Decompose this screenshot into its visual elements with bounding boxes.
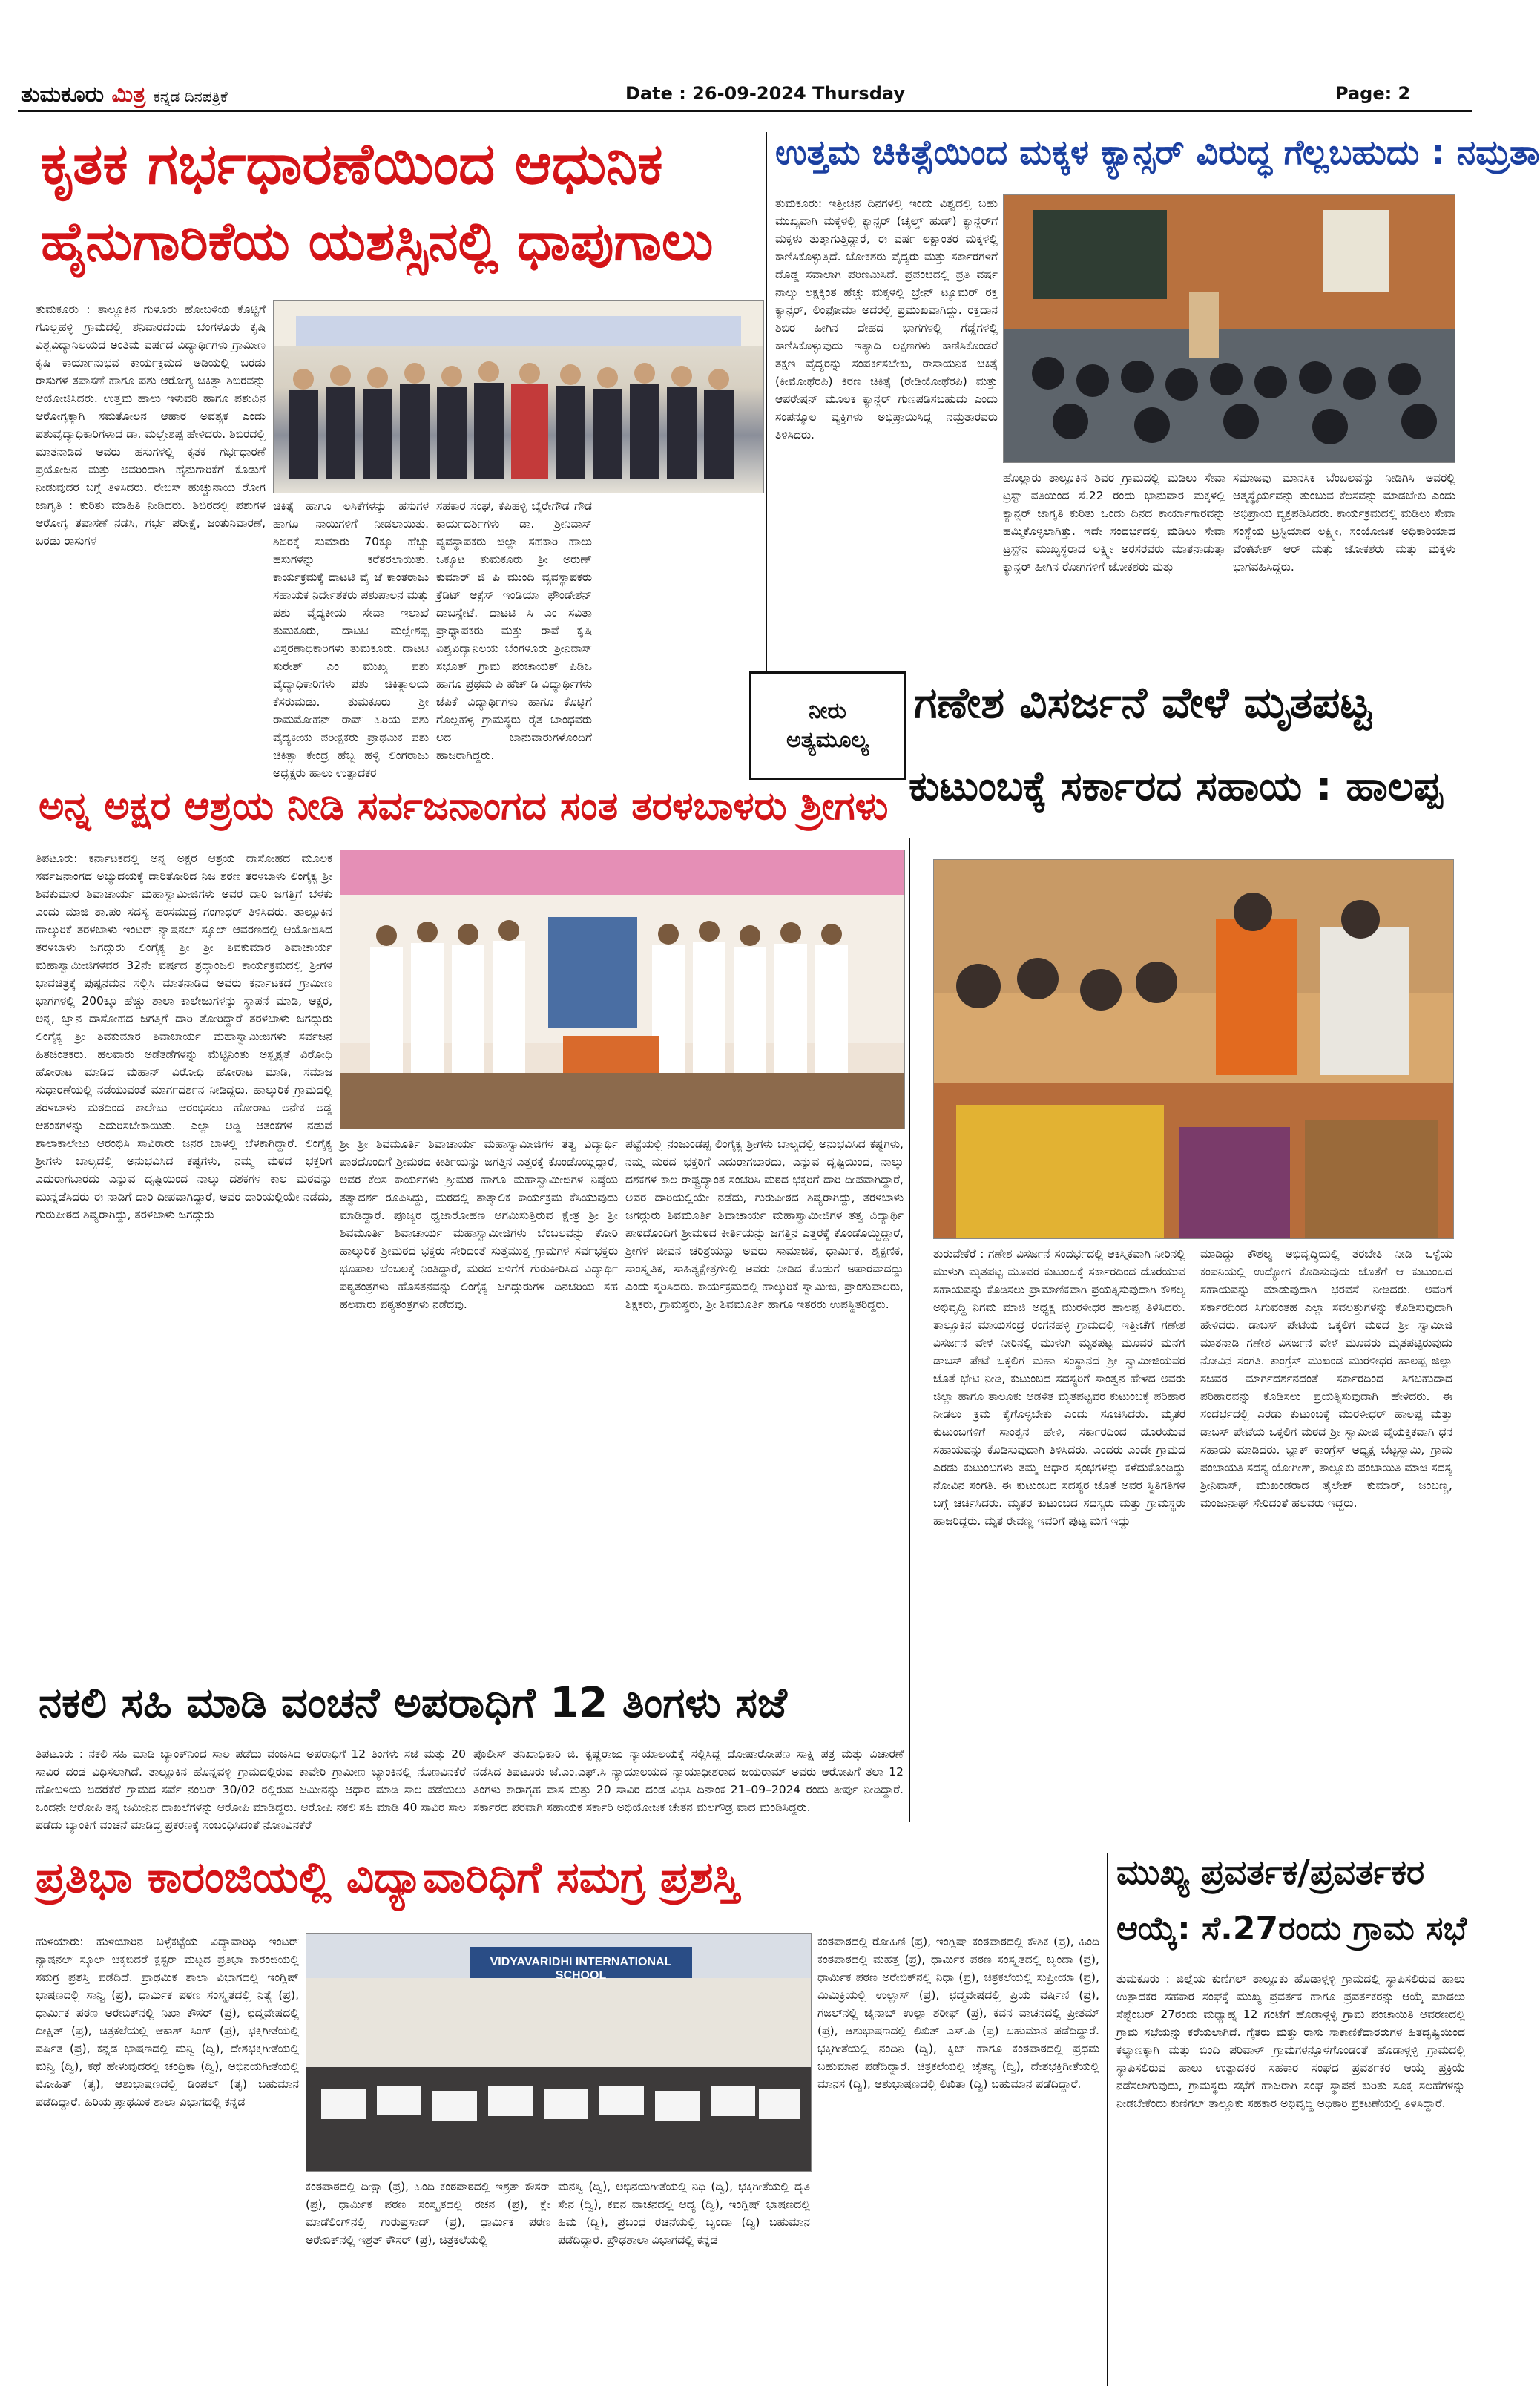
a1-headline-line1: ಕೃತಕ ಗರ್ಭಧಾರಣೆಯಿಂದ ಆಧುನಿಕ — [41, 131, 663, 197]
a3-headline: ಅನ್ನ ಅಕ್ಷರ ಆಶ್ರಯ ನೀಡಿ ಸರ್ವಜನಾಂಗದ ಸಂತ ತರಳಬಾಳರು ಶ್ರೀಗಳು — [39, 784, 889, 829]
a6-column-2: ಕಂಠಪಾಠದಲ್ಲಿ ರೋಹಿಣಿ (ಪ್ರ), ಇಂಗ್ಲಿಷ್ ಕಂಠಪಾಠದಲ್ಲಿ ಕೌಶಿಕ (ಪ್ರ), ಹಿಂದಿ ಕಂಠಪಾಠದಲ್ಲಿ ಮಹತ್ತ (ಪ್ರ), ಧಾರ್ಮಿಕ ಪಠಣ ಸಂಸ್ಕೃತದಲ್ಲಿ ಬೃಂದಾ (ಪ್ರ), ಧಾರ್ಮಿಕ ಪಠಣ ಅರೇಬಿಕ್‌ನಲ್ಲಿ ನಿಧಾ (ಪ್ರ), ಚಿತ್ರಕಲೆಯಲ್ಲಿ ಸುಪ್ರೀಯಾ (ಪ್ರ), ಮಿಮಿಕ್ರಿಯಲ್ಲಿ ಉಲ್ಲಾಸ್ (ಪ್ರ), ಛದ್ಮವೇಷದಲ್ಲಿ ಪ್ರಿಯ ವರ್ಷಿಣಿ (ಪ್ರ), ಗಜಲ್‌ನಲ್ಲಿ ಜೈನಾಬ್ ಉಲ್ಲಾ ಶರೀಫ್ (ಪ್ರ), ಕವನ ವಾಚನದಲ್ಲಿ ಪ್ರೀತಮ್ (ಪ್ರ), ಆಶುಭಾಷಣದಲ್ಲಿ ಲಿಖಿತ್ ಎಸ್.ಪಿ (ಪ್ರ) ಬಹುಮಾನ ಪಡೆದಿದ್ದಾರೆ. ಭಕ್ತಿಗೀತೆಯಲ್ಲಿ ನಂದಿನಿ (ದ್ವಿ), ಕ್ವಿಜ್ ಹಾಗೂ ಕಂಠಪಾಠದಲ್ಲಿ ಪ್ರಥಮ ಬಹುಮಾನ ಪಡೆದಿದ್ದಾರೆ. ಚಿತ್ರಕಲೆಯಲ್ಲಿ ಚೈತನ್ಯ (ದ್ವಿ), ದೇಶಭಕ್ತಿಗೀತೆಯಲ್ಲಿ ಮಾನಸ (ದ್ವಿ), ಆಶುಭಾಷಣದಲ್ಲಿ ಲಿಖಿತಾ (ದ್ವಿ) ಬಹುಮಾನ ಪಡೆದಿದ್ದಾರೆ. — [817, 1935, 1099, 2092]
a7-headline-line2: ಆಯ್ಕೆ: ಸೆ.27ರಂದು ಗ್ರಾಮ ಸಭೆ — [1116, 1910, 1467, 1948]
masthead-rule — [18, 110, 1472, 112]
a4-photo-visit-figure — [934, 860, 1453, 1238]
masthead-date: Date : 26-09-2024 Thursday — [625, 83, 905, 104]
a3-column-2: ಶ್ರೀ ಶ್ರೀ ಶಿವಮೂರ್ತಿ ಶಿವಾಚಾರ್ಯ ಮಹಾಸ್ವಾಮೀಜಿಗಳ ತತ್ವ ವಿದ್ಯಾರ್ಥಿ ಪಾಠದೊಂದಿಗೆ ಶ್ರೀಮಠದ ಕೀರ್ತಿಯನ್ನು ಜಗತ್ತಿನ ಎತ್ತರಕ್ಕೆ ಕೊಂಡೊಯ್ದಿದ್ದಾರೆ, ಅವರ ಕೆಲಸ ಕಾರ್ಯಗಳು ಶ್ರೀಮಠ ಹಾಗೂ ಮಹಾಸ್ವಾಮೀಜಿಗಳ ನಿಷ್ಠೆಯ ತತ್ವಾದರ್ಶ ರೂಪಿಸಿದ್ದು, ಮಠದಲ್ಲಿ ತಾತ್ಕಾಲಿಕ ಕಾರ್ಯಕ್ರಮ ಕೆಸಿಯುವುದು ಮಾಡಿದ್ದಾರೆ. ಪೂಜ್ಯರ ಧ್ವಜಾರೋಹಣ ಆಗಮಿಸುತ್ತಿರುವ ಕ್ಷೇತ್ರ ಶ್ರೀ ಶ್ರೀ ಶಿವಮೂರ್ತಿ ಶಿವಾಚಾರ್ಯ ಮಹಾಸ್ವಾಮೀಜಿಗಳು ಬೆಂಬಲವನ್ನು ಕೋರಿ ಹಾಲ್ಕುರಿಕೆ ಶ್ರೀಮಠದ ಭಕ್ತರು ಸೇರಿದಂತೆ ಸುತ್ತಮುತ್ತ ಗ್ರಾಮಗಳ ಸರ್ವಭಕ್ತರು ಭೂಪಾಲ ಬೆಂಬಲಕ್ಕೆ ನಿಂತಿದ್ದಾರೆ, ಮಠದ ಏಳಿಗೆಗೆ ಗುರುಕೀರಿಸಿದ ವಿದ್ಯಾರ್ಥಿ ಪಠ್ಯತಂತ್ರಗಳು ಹೊಸತನವನ್ನು ಲಿಂಗೈಕ್ಯ ಜಗದ್ಗುರುಗಳ ದಿನಚರಿಯ ಸಹ ಹಲವಾರು ಪಠ್ಯತಂತ್ರಗಳು ನಡೆದವು. — [340, 1137, 618, 1312]
a1-photo-group — [273, 300, 764, 493]
column-divider-middle — [909, 838, 910, 1822]
a3-column-1: ತಿಪಟೂರು: ಕರ್ನಾಟಕದಲ್ಲಿ ಅನ್ನ ಅಕ್ಷರ ಆಶ್ರಯ ದಾಸೋಹದ ಮೂಲಕ ಸರ್ವಜನಾಂಗದ ಅಭ್ಯುದಯಕ್ಕೆ ದಾರಿತೋರಿದ ನಿಜ ಶರಣ ತರಳಬಾಳು ಲಿಂಗೈಕ್ಯ ಶ್ರೀ ಶಿವಕುಮಾರ ಶಿವಾಚಾರ್ಯ ಮಹಾಸ್ವಾಮೀಜಿಗಳು ಅವರ ದಾರಿ ಜಗತ್ತಿಗೆ ಬೆಳಕು ಎಂದು ಮಾಜಿ ತಾ.ಪಂ ಸದಸ್ಯ ಹಂಸಮುದ್ರ ಗಂಗಾಧರ್ ತಿಳಿಸಿದರು. ತಾಲ್ಲೂಕಿನ ಹಾಲ್ಕುರಿಕೆ ತರಳಬಾಳು ಇಂಟರ್ ನ್ಯಾಷನಲ್ ಸ್ಕೂಲ್ ಆವರಣದಲ್ಲಿ ಆಯೋಜಿಸಿದ ತರಳಬಾಳು ಜಗದ್ಗುರು ಲಿಂಗೈಕ್ಯ ಶ್ರೀ ಶ್ರೀ ಶಿವಕುಮಾರ ಶಿವಾಚಾರ್ಯ ಮಹಾಸ್ವಾಮೀಜಿಗಳವರ 32ನೇ ವರ್ಷದ ಶ್ರದ್ಧಾಂಜಲಿ ಕಾರ್ಯಕ್ರಮದಲ್ಲಿ ಶ್ರೀಗಳ ಭಾವಚಿತ್ರಕ್ಕೆ ಪುಷ್ಪನಮನ ಸಲ್ಲಿಸಿ ಮಾತನಾಡಿದ ಅವರು ಕರ್ನಾಟಕದ ಗ್ರಾಮೀಣ ಭಾಗಗಳಲ್ಲಿ 200ಕ್ಕೂ ಹೆಚ್ಚು ಶಾಲಾ ಕಾಲೇಜುಗಳನ್ನು ಸ್ಥಾಪನೆ ಮಾಡಿ, ಅಕ್ಷರ, ಅನ್ನ, ಜ್ಞಾನ ದಾಸೋಹದ ಜಗತ್ತಿಗೆ ದಾರಿ ತೋರಿದ್ದಾರೆ ತರಳಬಾಳು ಜಗದ್ಗುರು ಲಿಂಗೈಕ್ಯ ಶ್ರೀ ಶಿವಕುಮಾರ ಶಿವಾಚಾರ್ಯ ಮಹಾಸ್ವಾಮೀಜಿಗಳು ಸರ್ವಜನ ಹಿತಚಿಂತಕರು. ಹಲವಾರು ಅಡೆತಡೆಗಳನ್ನು ಮೆಟ್ಟಿನಿಂತು ಅಸ್ಪೃಶ್ಯತೆ ವಿರೋಧಿ ಹೋರಾಟ ಮಾಡಿದ ಮಹಾನ್ ವಿರೋಧಿ ಹೋರಾಟ ಮಾಡಿ, ಸಮಾಜ ಸುಧಾರಣೆಯಲ್ಲಿ ನಡೆಯುವಂತೆ ಮಾರ್ಗದರ್ಶನ ನೀಡಿದ್ದರು. ಹಾಲ್ಕುರಿಕೆ ಗ್ರಾಮದಲ್ಲಿ ತರಳಬಾಳು ಮಠದಿಂದ ಕಾಲೇಜು ಆರಂಭಿಸಲು ಹೋರಾಟ ಅನೇಕ ಅಡ್ಡ ಆತಂಕಗಳನ್ನು ಎದುರಿಸಬೇಕಾಯಿತು. ಎಲ್ಲಾ ಅಡ್ಡಿ ಆತಂಕಗಳ ನಡುವೆ ಶಾಲಾಕಾಲೇಜು ಆರಂಭಿಸಿ ಸಾವಿರಾರು ಜನರ ಬಾಳಲ್ಲಿ ಬೆಳಕಾಗಿದ್ದಾರೆ. ಲಿಂಗೈಕ್ಯ ಶ್ರೀಗಳು ಬಾಲ್ಯದಲ್ಲಿ ಅನುಭವಿಸಿದ ಕಷ್ಟಗಳು, ನಮ್ಮ ಮಠದ ಭಕ್ತರಿಗೆ ಎದುರಾಗಬಾರದು ಎನ್ನುವ ದೃಷ್ಟಿಯಿಂದ ನಾಲ್ಕು ದಶಕಗಳ ಕಾಲ ಮಠವನ್ನು ಮುನ್ನಡೆಸಿದರು ಈ ನಾಡಿಗೆ ದಾರಿ ದೀಪವಾಗಿದ್ದಾರೆ, ಅವರ ದಾರಿಯಲ್ಲಿಯೇ ನಡೆದು, ಗುರುಪೀಠದ ಶಿಷ್ಯರಾಗಿದ್ದು, ತರಳಬಾಳು ಜಗದ್ಗುರು — [36, 852, 332, 1222]
masthead-tagline: ಕನ್ನಡ ದಿನಪತ್ರಿಕೆ — [153, 88, 228, 105]
a2-column-3: ಸಮಾಜವು ಮಾನಸಿಕ ಬೆಂಬಲವನ್ನು ನೀಡಿಗಿಸಿ ಅವರಲ್ಲಿ ಆತ್ಮಸ್ಥೈರ್ಯವನ್ನು ತುಂಬುವ ಕೆಲಸವನ್ನು ಮಾಡಬೇಕು ಎಂದು ಅಭಿಪ್ರಾಯ ವ್ಯಕ್ತಪಡಿಸಿದರು. ಕಾರ್ಯಕ್ರಮದಲ್ಲಿ ಮಡಿಲು ಸೇವಾ ಸಂಸ್ಥೆಯ ಟ್ರಸ್ಟಿಯಾದ ಲಕ್ಷ್ಮೀ, ಸಂಯೋಜಕ ಅಧಿಕಾರಿಯಾದ ವೆಂಕಟೇಶ್ ಆರ್ ಮತ್ತು ಜೋಕಶರು ಮತ್ತು ಮಕ್ಕಳು ಭಾಗವಹಿಸಿದ್ದರು. — [1233, 471, 1455, 574]
column-divider-top — [766, 132, 767, 759]
a2-headline: ಉತ್ತಮ ಚಿಕಿತ್ಸೆಯಿಂದ ಮಕ್ಕಳ ಕ್ಯಾನ್ಸರ್ ವಿರುದ್ಧ ಗೆಲ್ಲಬಹುದು : ನಮ್ರತಾ — [775, 132, 1540, 172]
a3-column-3: ಪಟ್ಟೆಯಲ್ಲಿ ನಂಜುಂಡಪ್ಪ ಲಿಂಗೈಕ್ಯ ಶ್ರೀಗಳು ಬಾಲ್ಯದಲ್ಲಿ ಅನುಭವಿಸಿದ ಕಷ್ಟಗಳು, ನಮ್ಮ ಮಠದ ಭಕ್ತರಿಗೆ ಎದುರಾಗಬಾರದು, ಎನ್ನುವ ದೃಷ್ಟಿಯಿಂದ, ನಾಲ್ಕು ದಶಕಗಳ ಕಾಲ ರಾಷ್ಟ್ರದ್ಯಾಂತ ಸಂಚರಿಸಿ ಮಠದ ಭಕ್ತರಿಗೆ ದಾರಿ ದೀಪವಾಗಿದ್ದಾರೆ, ಅವರ ದಾರಿಯಲ್ಲಿಯೇ ನಡೆದು, ಗುರುಪೀಠದ ಶಿಷ್ಯರಾಗಿದ್ದು, ತರಳಬಾಳು ಜಗದ್ಗುರು ಶಿವಮೂರ್ತಿ ಶಿವಾಚಾರ್ಯ ಮಹಾಸ್ವಾಮೀಜಿಗಳ ತತ್ವ ವಿದ್ಯಾರ್ಥಿ ಪಾಠದೊಂದಿಗೆ ಶ್ರೀಮಠದ ಕೀರ್ತಿಯನ್ನು ಜಗತ್ತಿನ ಎತ್ತರಕ್ಕೆ ಕೊಂಡೊಯ್ದಿದ್ದಾರೆ, ಶ್ರೀಗಳ ಜೀವನ ಚರಿತ್ರೆಯನ್ನು ಅವರು ಸಾಮಾಜಿಕ, ಧಾರ್ಮಿಕ, ಶೈಕ್ಷಣಿಕ, ಸಾಂಸ್ಕೃತಿಕ, ಸಾಹಿತ್ಯಕ್ಷೇತ್ರಗಳಲ್ಲಿ ಅವರು ನೀಡಿದ ಕೊಡುಗೆ ಅಪಾರವಾದದ್ದು ಎಂದು ಸ್ಮರಿಸಿದರು. ಕಾರ್ಯಕ್ರಮದಲ್ಲಿ ಹಾಲ್ಕುರಿಕೆ ಸ್ವಾಮೀಜಿ, ಪ್ರಾಂಶುಪಾಲರು, ಶಿಕ್ಷಕರು, ಗ್ರಾಮಸ್ಥರು, ಶ್ರೀ ಶಿವಮೂರ್ತಿ ಹಾಗೂ ಇತರರು ಉಪಸ್ಥಿತರಿದ್ದರು. — [625, 1137, 904, 1312]
neeru-amulya-box — [749, 671, 906, 780]
masthead-brand-left: ತುಮಕೂರು — [21, 82, 105, 108]
a6-column-1: ಹುಳಿಯಾರು: ಹುಳಿಯಾರಿನ ಬಳ್ಳೆಕಟ್ಟೆಯ ವಿದ್ಯಾವಾರಿಧಿ ಇಂಟರ್ ನ್ಯಾಷನಲ್ ಸ್ಕೂಲ್ ಚಿಕ್ಕಬಿದರೆ ಕ್ಲಸ್ಟರ್ ಮಟ್ಟದ ಪ್ರತಿಭಾ ಕಾರಂಜಿಯಲ್ಲಿ ಸಮಗ್ರ ಪ್ರಶಸ್ತಿ ಪಡೆದಿದೆ. ಪ್ರಾಥಮಿಕ ಶಾಲಾ ವಿಭಾಗದಲ್ಲಿ ಇಂಗ್ಲಿಷ್ ಭಾಷಣದಲ್ಲಿ ಸಾನ್ವಿ (ಪ್ರ), ಧಾರ್ಮಿಕ ಪಠಣ ಸಂಸ್ಕೃತದಲ್ಲಿ ನಿತ್ಯೆ (ಪ್ರ), ಧಾರ್ಮಿಕ ಪಠಣ ಅರೇಬಿಕ್‌ನಲ್ಲಿ ನಿಖಾ ಕೌಸರ್ (ಪ್ರ), ಛದ್ಮವೇಷದಲ್ಲಿ ದೀಕ್ಷಿತ್ (ಪ್ರ), ಚಿತ್ರಕಲೆಯಲ್ಲಿ ಆಕಾಶ್ ಸಿಂಗ್ (ಪ್ರ), ಭಕ್ತಿಗೀತೆಯಲ್ಲಿ ವರ್ಷಿತ (ಪ್ರ), ಕನ್ನಡ ಭಾಷಣದಲ್ಲಿ ಮನ್ವಿ (ದ್ವಿ), ದೇಶಭಕ್ತಿಗೀತೆಯಲ್ಲಿ ಮನ್ವಿ (ದ್ವಿ), ಕಥೆ ಹೇಳುವುದರಲ್ಲಿ ಚಂದ್ರಿಕಾ (ದ್ವಿ), ಅಭಿನಯಗೀತೆಯಲ್ಲಿ ಮೋಹಿತ್ (ತೃ), ಆಶುಭಾಷಣದಲ್ಲಿ ಡಿಂಪಲ್ (ತೃ) ಬಹುಮಾನ ಪಡೆದಿದ್ದಾರೆ. ಹಿರಿಯ ಪ್ರಾಥಮಿಕ ಶಾಲಾ ವಿಭಾಗದಲ್ಲಿ ಕನ್ನಡ — [36, 1935, 299, 2109]
a5-headline: ನಕಲಿ ಸಹಿ ಮಾಡಿ ವಂಚನೆ ಅಪರಾಧಿಗೆ 12 ತಿಂಗಳು ಸಜೆ — [39, 1679, 787, 1727]
masthead-page-number: Page: 2 — [1335, 83, 1411, 104]
a4-headline-line2: ಕುಟುಂಬಕ್ಕೆ ಸರ್ಕಾರದ ಸಹಾಯ : ಹಾಲಪ್ಪ — [909, 763, 1443, 809]
a4-photo-visit — [933, 859, 1454, 1239]
a6-column-4: ಮನಸ್ವಿ (ದ್ವಿ), ಅಭಿನಯಗೀತೆಯಲ್ಲಿ ನಿಧಿ (ದ್ವಿ), ಭಕ್ತಿಗೀತೆಯಲ್ಲಿ ದೃತಿ ಸೇನ (ದ್ವಿ), ಕವನ ವಾಚನದಲ್ಲಿ ಆದ್ಯ (ದ್ವಿ), ಇಂಗ್ಲಿಷ್ ಭಾಷಣದಲ್ಲಿ ಹಿಮ (ದ್ವಿ), ಪ್ರಬಂಧ ರಚನೆಯಲ್ಲಿ ಬೃಂದಾ (ದ್ವಿ) ಬಹುಮಾನ ಪಡೆದಿದ್ದಾರೆ. ಪ್ರೌಢಶಾಲಾ ವಿಭಾಗದಲ್ಲಿ ಕನ್ನಡ — [558, 2180, 810, 2247]
a6-headline: ಪ್ರತಿಭಾ ಕಾರಂಜಿಯಲ್ಲಿ ವಿದ್ಯಾವಾರಿಧಿಗೆ ಸಮಗ್ರ ಪ್ರಶಸ್ತಿ — [36, 1852, 740, 1902]
a1-column-3: ಸಹಕಾರ ಸಂಘ, ಕೆಪಿಹಳ್ಳಿ ಬೈರೇಗೌಡ ಗೌಡ ಕಾರ್ಯದರ್ಶಿಗಳು ಡಾ. ಶ್ರೀನಿವಾಸ್ ವ್ಯವಸ್ಥಾಪಕರು ಜಿಲ್ಲಾ ಸಹಕಾರಿ ಹಾಲು ಒಕ್ಕೂಟ ತುಮಕೂರು ಶ್ರೀ ಅರುಣ್ ಕುಮಾರ್ ಜಿ ಪಿ ಮುಂದಿ ವ್ಯವಸ್ಥಾಪಕರು ಕ್ರೆಡಿಟ್ ಆಕ್ಸೆಸ್ ಇಂಡಿಯಾ ಫೌಂಡೇಶನ್ ದಾಬಸ್ಪೇಟೆ. ದಾಟಟಿ ಸಿ ಎಂ ಸವಿತಾ ಪ್ರಾಧ್ಯಾಪಕರು ಮತ್ತು ರಾವೆ ಕೃಷಿ ವಿಶ್ವವಿದ್ಯಾನಿಲಯ ಬೆಂಗಳೂರು ಶ್ರೀನಿವಾಸ್ ಸಭೂತ್ ಗ್ರಾಮ ಪಂಚಾಯತ್ ಪಿಡಿಒ ಹಾಗೂ ಪ್ರಥಮ ಪಿ ಹೆಚ್ ಡಿ ವಿದ್ಯಾರ್ಥಿಗಳು ಜೆಪಿಕೆ ವಿದ್ಯಾರ್ಥಿಗಳು ಹಾಗೂ ಕೊಟ್ಟಿಗೆ ಗೊಲ್ಲಹಳ್ಳಿ ಗ್ರಾಮಸ್ಥರು ರೈತ ಬಾಂಧವರು ಅದ ಜಾನುವಾರುಗಳೊಂದಿಗೆ ಹಾಜರಾಗಿದ್ದರು. — [436, 499, 592, 763]
a2-photo-classroom — [1003, 194, 1455, 463]
a6-photo-school — [306, 1933, 812, 2172]
masthead-brand — [21, 82, 228, 108]
masthead-brand-right: ಮಿತ್ರ — [111, 82, 146, 108]
neeru-box-line1: ನೀರು — [809, 698, 846, 724]
a3-photo-ceremony-figure — [340, 850, 904, 1129]
a6-column-3: ಕಂಠಪಾಠದಲ್ಲಿ ದೀಕ್ಷಾ (ಪ್ರ), ಹಿಂದಿ ಕಂಠಪಾಠದಲ್ಲಿ ಇಶ್ರತ್ ಕೌಸರ್ (ಪ್ರ), ಧಾರ್ಮಿಕ ಪಠಣ ಸಂಸ್ಕೃತದಲ್ಲಿ ರಚನ (ಪ್ರ), ಕ್ಲೇ ಮಾಡೆಲಿಂಗ್‌ನಲ್ಲಿ ಗುರುಪ್ರಸಾದ್ (ಪ್ರ), ಧಾರ್ಮಿಕ ಪಠಣ ಅರೇಬಿಕ್‌ನಲ್ಲಿ ಇಶ್ರತ್ ಕೌಸರ್ (ಪ್ರ), ಚಿತ್ರಕಲೆಯಲ್ಲಿ — [306, 2180, 550, 2247]
a5-column-2: ಪೊಲೀಸ್ ತನಿಖಾಧಿಕಾರಿ ಜಿ. ಕೃಷ್ಣರಾಜು ನ್ಯಾಯಾಲಯಕ್ಕೆ ಸಲ್ಲಿಸಿದ್ದ ದೋಷಾರೋಪಣ ಸಾಕ್ಷಿ ಪತ್ರ ಮತ್ತು ವಿಚಾರಣೆ ನಡೆಸಿದ ತಿಪಟೂರು ಜೆ.ಎಂ.ಎಫ್.ಸಿ ನ್ಯಾಯಾಲಯದ ನ್ಯಾಯಾಧೀಶರಾದ ಜಯರಾಮ್ ಅವರು ಆರೋಪಿಗೆ ತಲಾ 12 ತಿಂಗಳು ಕಾರಾಗೃಹ ವಾಸ ಮತ್ತು 20 ಸಾವಿರ ದಂಡ ವಿಧಿಸಿ ದಿನಾಂಕ 21–09–2024 ರಂದು ತೀರ್ಪು ನೀಡಿದ್ದಾರೆ. ಸರ್ಕಾರದ ಪರವಾಗಿ ಸಹಾಯಕ ಸರ್ಕಾರಿ ಅಭಿಯೋಜಕ ಚೇತನ ಮಲಗೌಡ್ರ ವಾದ ಮಂಡಿಸಿದ್ದರು. — [473, 1747, 904, 1815]
a3-photo-ceremony — [340, 850, 905, 1129]
a4-column-1: ತುರುವೇಕೆರೆ : ಗಣೇಶ ವಿಸರ್ಜನೆ ಸಂದರ್ಭದಲ್ಲಿ ಆಕಸ್ಮಿಕವಾಗಿ ನೀರಿನಲ್ಲಿ ಮುಳುಗಿ ಮೃತಪಟ್ಟ ಮೂವರ ಕುಟುಂಬಕ್ಕೆ ಸರ್ಕಾರದಿಂದ ದೊರೆಯುವ ಸಹಾಯವನ್ನು ಕೊಡಿಸಲು ಪ್ರಾಮಾಣಿಕವಾಗಿ ಪ್ರಯತ್ನಿಸುವುದಾಗಿ ಕೌಶಲ್ಯ ಅಭಿವೃದ್ಧಿ ನಿಗಮ ಮಾಜಿ ಅಧ್ಯಕ್ಷ ಮುರಳೀಧರ ಹಾಲಪ್ಪ ತಿಳಿಸಿದರು. ತಾಲ್ಲೂಕಿನ ಮಾಯಸಂದ್ರ ರಂಗನಹಳ್ಳಿ ಗ್ರಾಮದಲ್ಲಿ ಇತ್ತೀಚೆಗೆ ಗಣೇಶ ವಿಸರ್ಜನೆ ವೇಳೆ ನೀರಿನಲ್ಲಿ ಮುಳುಗಿ ಮೃತಪಟ್ಟ ಮೂವರ ಮನೆಗೆ ಡಾಬಸ್ ಪೇಟೆ ಒಕ್ಕಲಿಗ ಮಹಾ ಸಂಸ್ಥಾನದ ಶ್ರೀ ಸ್ವಾಮೀಜಿಯವರ ಜೊತೆ ಭೇಟಿ ನೀಡಿ, ಕುಟುಂಬದ ಸದಸ್ಯರಿಗೆ ಸಾಂತ್ವನ ಹೇಳಿದ ಅವರು ಜಿಲ್ಲಾ ಹಾಗೂ ತಾಲೂಕು ಆಡಳಿತ ಮೃತಪಟ್ಟವರ ಕುಟುಂಬಕ್ಕೆ ಪರಿಹಾರ ನೀಡಲು ಕ್ರಮ ಕೈಗೊಳ್ಳಬೇಕು ಎಂದು ಸೂಚಿಸಿದರು. ಮೃತರ ಕುಟುಂಬಗಳಿಗೆ ಸಾಂತ್ವನ ಹೇಳಿ, ಸರ್ಕಾರದಿಂದ ದೊರೆಯುವ ಸಹಾಯವನ್ನು ಕೊಡಿಸುವುದಾಗಿ ತಿಳಿಸಿದರು. ಎಂದರು ಎಂದೇ ಗ್ರಾಮದ ಎರಡು ಕುಟುಂಬಗಳು ತಮ್ಮ ಆಧಾರ ಸ್ತಂಭಗಳನ್ನು ಕಳೆದುಕೊಂಡಿದ್ದು ನೋವಿನ ಸಂಗತಿ. ಈ ಕುಟುಂಬದ ಸದಸ್ಯರ ಜೊತೆ ಅವರ ಸ್ಥಿತಿಗತಿಗಳ ಬಗ್ಗೆ ಚರ್ಚಿಸಿದರು. ಮೃತರ ಕುಟುಂಬದ ಸದಸ್ಯರು ಮತ್ತು ಗ್ರಾಮಸ್ಥರು ಹಾಜರಿದ್ದರು. ಮೃತ ರೇವಣ್ಣ ಇವರಿಗೆ ಪುಟ್ಟ ಮಗ ಇದ್ದು — [933, 1247, 1185, 1528]
a1-column-2: ಚಿಕಿತ್ಸೆ ಹಾಗೂ ಲಸಿಕೆಗಳನ್ನು ಹಸುಗಳ ಹಾಗೂ ನಾಯಿಗಳಿಗೆ ನೀಡಲಾಯಿತು. ಶಿಬಿರಕ್ಕೆ ಸುಮಾರು 70ಕ್ಕೂ ಹೆಚ್ಚು ಹಸುಗಳನ್ನು ಕರೆತರಲಾಯಿತು. ಕಾರ್ಯಕ್ರಮಕ್ಕೆ ದಾಟಟಿ ವೈ ಜೆ ಕಾಂತರಾಜು ಸಹಾಯಕ ನಿರ್ದೇಶಕರು ಪಶುಪಾಲನ ಮತ್ತು ಪಶು ವೈದ್ಯಕೀಯ ಸೇವಾ ಇಲಾಖೆ ತುಮಕೂರು, ದಾಟಟಿ ಮಲ್ಲೇಶಪ್ಪ ವಿಸ್ತರಣಾಧಿಕಾರಿಗಳು ತುಮಕೂರು. ದಾಟಟಿ ಸುರೇಶ್ ಎಂ ಮುಖ್ಯ ಪಶು ವೈದ್ಯಾಧಿಕಾರಿಗಳು ಪಶು ಚಿಕಿತ್ಸಾಲಯ ಕೆಸರುಮಡು. ತುಮಕೂರು ಶ್ರೀ ರಾಮಮೋಹನ್ ರಾವ್ ಹಿರಿಯ ಪಶು ವೈದ್ಯಕೀಯ ಪರೀಕ್ಷಕರು ಪ್ರಾಥಮಿಕ ಪಶು ಚಿಕಿತ್ಸಾ ಕೇಂದ್ರ ಹೆಬ್ಬ ಹಳ್ಳಿ ಲಿಂಗರಾಜು ಅಧ್ಯಕ್ಷರು ಹಾಲು ಉತ್ಪಾದಕರ — [273, 499, 429, 781]
a4-headline-line1: ಗಣೇಶ ವಿಸರ್ಜನೆ ವೇಳೆ ಮೃತಪಟ್ಟ — [914, 677, 1372, 728]
neeru-box-line2: ಅತ್ಯಮೂಲ್ಯ — [786, 727, 869, 753]
a2-column-1: ತುಮಕೂರು: ಇತ್ತೀಚಿನ ದಿನಗಳಲ್ಲಿ ಇಂದು ವಿಶ್ವದಲ್ಲಿ ಬಹು ಮುಖ್ಯವಾಗಿ ಮಕ್ಕಳಲ್ಲಿ ಕ್ಯಾನ್ಸರ್ (ಚೈಲ್ಡ್ ಹುಡ್) ಕ್ಯಾನ್ಸರ್‌ಗೆ ಮಕ್ಕಳು ತುತ್ತಾಗುತ್ತಿದ್ದಾರೆ, ಈ ವರ್ಷ ಲಕ್ಷಾಂತರ ಮಕ್ಕಳಲ್ಲಿ ಕಾಣಿಸಿಕೊಳ್ಳುತ್ತಿದೆ. ಜೋಕಶರು ವೈದ್ಯರು ಮತ್ತು ಸರ್ಕಾರಗಳಿಗೆ ದೊಡ್ಡ ಸವಾಲಾಗಿ ಪರಿಣಮಿಸಿದೆ. ಪ್ರಪಂಚದಲ್ಲಿ ಪ್ರತಿ ವರ್ಷ ನಾಲ್ಕು ಲಕ್ಷಕ್ಕಿಂತ ಹೆಚ್ಚು ಮಕ್ಕಳಲ್ಲಿ ಬ್ರೇನ್ ಟ್ಯೂಮರ್ ರಕ್ತ ಕ್ಯಾನ್ಸರ್, ಲಿಂಫೋಮಾ ಅದರಲ್ಲಿ ಪ್ರಮುಖವಾಗಿದ್ದು. ರಕ್ತದಾನ ಶಿಬಿರ ಹೀಗಿನ ದೇಹದ ಭಾಗಗಳಲ್ಲಿ ಗೆಡ್ಡೆಗಳಲ್ಲಿ ಕಾಣಿಸಿಕೊಳ್ಳುವುದು ಇತ್ಯಾದಿ ಲಕ್ಷಣಗಳು ಕಾಣಿಸಿಕೊಂಡರೆ ತಕ್ಷಣ ವೈದ್ಯರನ್ನು ಸಂಪರ್ಕಿಸಬೇಕು, ರಾಸಾಯನಿಕ ಚಿಕಿತ್ಸೆ (ಕೀಮೋಥೆರಪಿ) ಕಿರಣ ಚಿಕಿತ್ಸೆ (ರೇಡಿಯೋಥೆರಪಿ) ಮತ್ತು ಆಪರೇಷನ್ ಮೂಲಕ ಕ್ಯಾನ್ಸರ್ ಗುಣಪಡಿಸಬಹುದು ಎಂದು ಸಂಪನ್ಮೂಲ ವ್ಯಕ್ತಿಗಳು ಅಭಿಪ್ರಾಯಿಸಿದ್ದ ನಮ್ರತಾರವರು ತಿಳಿಸಿದರು. — [775, 197, 998, 442]
a1-column-1: ತುಮಕೂರು : ತಾಲ್ಲೂಕಿನ ಗುಳೂರು ಹೋಬಳಿಯ ಕೊಟ್ಟಿಗೆ ಗೊಲ್ಲಹಳ್ಳಿ ಗ್ರಾಮದಲ್ಲಿ ಶನಿವಾರದಂದು ಬೆಂಗಳೂರು ಕೃಷಿ ವಿಶ್ವವಿದ್ಯಾನಿಲಯದ ಅಂತಿಮ ವರ್ಷದ ವಿದ್ಯಾರ್ಥಿಗಳು ಗ್ರಾಮೀಣ ಕೃಷಿ ಕಾರ್ಯಾನುಭವ ಕಾರ್ಯಕ್ರಮದ ಅಡಿಯಲ್ಲಿ ಬರಡು ರಾಸುಗಳ ತಪಾಸಣೆ ಹಾಗೂ ಪಶು ಆರೋಗ್ಯ ಚಿಕಿತ್ಸಾ ಶಿಬಿರವನ್ನು ಆಯೋಜಿಸಿದರು. ಉತ್ತಮ ಹಾಲು ಇಳುವರಿ ಹಾಗೂ ಪಶುವಿನ ಆರೋಗ್ಯಕ್ಕಾಗಿ ಸಮತೋಲನ ಆಹಾರ ಅವಶ್ಯಕ ಎಂದು ಪಶುವೈದ್ಯಾಧಿಕಾರಿಗಳಾದ ಡಾ. ಮಲ್ಲೇಶಪ್ಪ ಹೇಳಿದರು. ಶಿಬಿರದಲ್ಲಿ ಮಾತನಾಡಿದ ಅವರು ಹಸುಗಳಲ್ಲಿ ಕೃತಕ ಗರ್ಭಧಾರಣೆ ಪ್ರಯೋಜನ ಮತ್ತು ಅವರಿಂದಾಗಿ ಹೈನುಗಾರಿಕೆಗೆ ಕೊಡುಗೆ ನೀಡುವುದರ ಬಗ್ಗೆ ತಿಳಿಸಿದರು. ರೇಬಿಸ್ ಹುಚ್ಚುನಾಯಿ ರೋಗ ಜಾಗೃತಿ : ಕುರಿತು ಮಾಹಿತಿ ನೀಡಿದರು. ಶಿಬಿರದಲ್ಲಿ ಪಶುಗಳ ಆರೋಗ್ಯ ತಪಾಸಣೆ ನಡೆಸಿ, ಗರ್ಭ ಪರೀಕ್ಷೆ, ಜಂತುನಿವಾರಣೆ, ಬರಡು ರಾಸುಗಳ — [36, 303, 266, 548]
a7-column-1: ತುಮಕೂರು : ಜಿಲ್ಲೆಯ ಕುಣಿಗಲ್ ತಾಲ್ಲೂಕು ಹೊಡಾಳ್ಗಳ್ಳಿ ಗ್ರಾಮದಲ್ಲಿ ಸ್ಥಾಪಿಸಲಿರುವ ಹಾಲು ಉತ್ಪಾದಕರ ಸಹಕಾರ ಸಂಘಕ್ಕೆ ಮುಖ್ಯ ಪ್ರವರ್ತಕ ಹಾಗೂ ಪ್ರವರ್ತಕರನ್ನು ಆಯ್ಕೆ ಮಾಡಲು ಸೆಪ್ಟೆಂಬರ್ 27ರಂದು ಮಧ್ಯಾಹ್ನ 12 ಗಂಟೆಗೆ ಹೊಡಾಳ್ಗಳ್ಳಿ ಗ್ರಾಮ ಪಂಚಾಯಿತಿ ಆವರಣದಲ್ಲಿ ಗ್ರಾಮ ಸಭೆಯನ್ನು ಕರೆಯಲಾಗಿದೆ. ಗೈತರು ಮತ್ತು ರಾಸು ಸಾಕಾಣಿಕೆದಾರರುಗಳ ಹಿತದೃಷ್ಟಿಯಿಂದ ಕಲ್ಯಾಣಕ್ಕಾಗಿ ಮತ್ತು ಬಿಂದಿ ಪರಿವಾಳ್ ಗ್ರಾಮಗಳನ್ನೊಳಗೊಂಡಂತೆ ಹೊಡಾಳ್ಗಳ್ಳಿ ಗ್ರಾಮದಲ್ಲಿ ಸ್ಥಾಪಿಸಲಿರುವ ಹಾಲು ಉತ್ಪಾದಕರ ಸಹಕಾರ ಸಂಘದ ಪ್ರವರ್ತಕರ ಆಯ್ಕೆ ಪ್ರಕ್ರಿಯೆ ನಡೆಸಲಾಗುವುದು, ಗ್ರಾಮಸ್ಥರು ಸಭೆಗೆ ಹಾಜರಾಗಿ ಸಂಘ ಸ್ಥಾಪನೆ ಕುರಿತು ಸೂಕ್ತ ಸಲಹೆಗಳನ್ನು ನೀಡಬೇಕೆಂದು ಕುಣಿಗಲ್ ತಾಲ್ಲೂಕು ಸಹಕಾರ ಅಭಿವೃದ್ಧಿ ಅಧಿಕಾರಿ ಪ್ರಕಟಣೆಯಲ್ಲಿ ತಿಳಿಸಿದ್ದಾರೆ. — [1116, 1972, 1465, 2111]
a1-headline-line2: ಹೈನುಗಾರಿಕೆಯ ಯಶಸ್ಸಿನಲ್ಲಿ ಧಾಪುಗಾಲು — [41, 210, 714, 272]
a2-column-2: ಹೊಲ್ಲಾರು ತಾಲ್ಲೂಕಿನ ಶಿವರ ಗ್ರಾಮದಲ್ಲಿ ಮಡಿಲು ಸೇವಾ ಟ್ರಸ್ಟ್ ವತಿಯಿಂದ ಸೆ.22 ರಂದು ಭಾನುವಾರ ಮಕ್ಕಳಲ್ಲಿ ಕ್ಯಾನ್ಸರ್ ಜಾಗೃತಿ ಕುರಿತು ಒಂದು ದಿನದ ಕಾರ್ಯಾಗಾರವನ್ನು ಹಮ್ಮಿಕೊಳ್ಳಲಾಗಿತ್ತು. ಇದೇ ಸಂದರ್ಭದಲ್ಲಿ ಮಡಿಲು ಸೇವಾ ಟ್ರಸ್ಟ್‌ನ ಮುಖ್ಯಸ್ಥರಾದ ಲಕ್ಷ್ಮೀ ಅರಸರವರು ಮಾತನಾಡುತ್ತಾ ಕ್ಯಾನ್ಸರ್ ಹೀಗಿನ ರೋಗಗಳಿಗೆ ಜೋಕಶರು ಮತ್ತು — [1003, 471, 1225, 574]
a2-photo-classroom-figure — [1004, 195, 1455, 462]
a5-column-1: ತಿಪಟೂರು : ನಕಲಿ ಸಹಿ ಮಾಡಿ ಬ್ಯಾಂಕ್‌ನಿಂದ ಸಾಲ ಪಡೆದು ವಂಚಿಸಿದ ಅಪರಾಧಿಗೆ 12 ತಿಂಗಳು ಸಜೆ ಮತ್ತು 20 ಸಾವಿರ ದಂಡ ವಿಧಿಸಲಾಗಿದೆ. ತಾಲ್ಲೂಕಿನ ಹೊನ್ನವಳ್ಳಿ ಗ್ರಾಮದಲ್ಲಿರುವ ಕಾವೇರಿ ಗ್ರಾಮೀಣ ಬ್ಯಾಂಕಿನಲ್ಲಿ ನೊಣವಿನಕೆರೆ ಹೋಬಳಿಯ ಬಿದರೆಕೆರೆ ಗ್ರಾಮದ ಸರ್ವೆ ನಂಬರ್ 30/02 ರಲ್ಲಿರುವ ಜಮೀನನ್ನು ಆಧಾರ ಮಾಡಿ ಸಾಲ ಪಡೆಯಲು ಒಂದನೇ ಆರೋಪಿ ತನ್ನ ಜಮೀನಿನ ದಾಖಲೆಗಳನ್ನು ಆರೋಪಿ ಮಾಡಿದ್ದರು. ಆರೋಪಿ ನಕಲಿ ಸಹಿ ಮಾಡಿ 40 ಸಾವಿರ ಸಾಲ ಪಡೆದು ಬ್ಯಾಂಕಿಗೆ ವಂಚನೆ ಮಾಡಿದ್ದ ಪ್ರಕರಣಕ್ಕೆ ಸಂಬಂಧಿಸಿದಂತೆ ನೊಣವಿನಕೆರೆ — [36, 1747, 466, 1833]
a1-photo-people-figure — [274, 301, 763, 493]
a6-photo-sign-text: VIDYAVARIDHI INTERNATIONAL SCHOOL — [490, 1956, 672, 1982]
a7-headline-line1: ಮುಖ್ಯ ಪ್ರವರ್ತಕ/ಪ್ರವರ್ತಕರ — [1116, 1852, 1425, 1892]
a4-column-2: ಮಾಡಿದ್ದು ಕೌಶಲ್ಯ ಅಭಿವೃದ್ಧಿಯಲ್ಲಿ ತರಬೇತಿ ನೀಡಿ ಒಳ್ಳೆಯ ಕಂಪನಿಯಲ್ಲಿ ಉದ್ಯೋಗ ಕೊಡಿಸುವುದು ಜೊತೆಗೆ ಆ ಕುಟುಂಬದ ಸಹಾಯವನ್ನು ಮಾಡುವುದಾಗಿ ಭರವಸೆ ನೀಡಿದರು. ಅವರಿಗೆ ಸರ್ಕಾರದಿಂದ ಸಿಗುವಂತಹ ಎಲ್ಲಾ ಸವಲತ್ತುಗಳನ್ನು ಕೊಡಿಸುವುದಾಗಿ ಹೇಳಿದರು. ಡಾಬಸ್ ಪೇಟೆಯ ಒಕ್ಕಲಿಗ ಮಠದ ಶ್ರೀ ಸ್ವಾಮೀಜಿ ಮಾತನಾಡಿ ಗಣೇಶ ವಿಸರ್ಜನೆ ವೇಳೆ ಮೂವರು ಮೃತಪಟ್ಟಿರುವುದು ನೋವಿನ ಸಂಗತಿ. ಕಾಂಗ್ರೆಸ್ ಮುಖಂಡ ಮುರಳೀಧರ ಹಾಲಪ್ಪ ಜಿಲ್ಲಾ ಸಚಿವರ ಮಾರ್ಗದರ್ಶನದಂತೆ ಸರ್ಕಾರದಿಂದ ಸಿಗಬಹುದಾದ ಪರಿಹಾರವನ್ನು ಕೊಡಿಸಲು ಪ್ರಯತ್ನಿಸುವುದಾಗಿ ಹೇಳಿದರು. ಈ ಸಂದರ್ಭದಲ್ಲಿ ಎರಡು ಕುಟುಂಬಕ್ಕೆ ಮುರಳೀಧರ್ ಹಾಲಪ್ಪ ಮತ್ತು ಡಾಬಸ್ ಪೇಟೆಯ ಒಕ್ಕಲಿಗ ಮಠದ ಶ್ರೀ ಸ್ವಾಮೀಜಿ ವೈಯಕ್ತಿಕವಾಗಿ ಧನ ಸಹಾಯ ಮಾಡಿದರು. ಬ್ಲಾಕ್ ಕಾಂಗ್ರೆಸ್ ಅಧ್ಯಕ್ಷ ಬೆಟ್ಟಸ್ವಾಮಿ, ಗ್ರಾಮ ಪಂಚಾಯತಿ ಸದಸ್ಯ ಯೋಗೀಶ್, ತಾಲ್ಲೂಕು ಪಂಚಾಯಿತಿ ಮಾಜಿ ಸದಸ್ಯ ಶ್ರೀನಿವಾಸ್, ಮುಖಂಡರಾದ ತೈಲೇಶ್ ಕುಮಾರ್, ಜಂಬಣ್ಣ, ಮಂಜುನಾಥ್ ಸೇರಿದಂತೆ ಹಲವರು ಇದ್ದರು. — [1200, 1247, 1452, 1511]
column-divider-bottom — [1107, 1853, 1108, 2386]
